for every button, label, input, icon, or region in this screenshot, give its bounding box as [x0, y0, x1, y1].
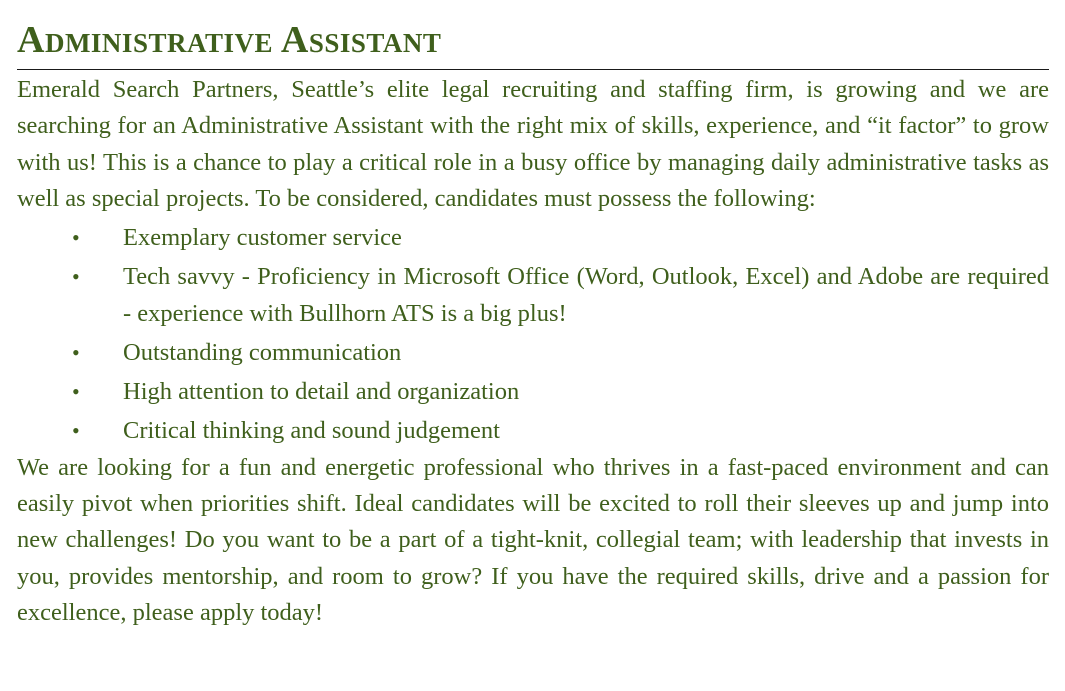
requirement-text: High attention to detail and organization: [123, 378, 520, 406]
bullet-icon: •: [72, 379, 80, 405]
closing-paragraph: We are looking for a fun and energetic professional who thrives in a fast-paced environment and can easily pivot when priorities shift. Ideal candidates will be excited to roll their sleeves up and jump into new challenges! Do you want to be a part of a tight-knit, collegial team; with leadership that invests in you, provides mentorship, and room to grow? If you have the required skills, drive and a passion for excellence, please apply today!: [17, 453, 1049, 626]
list-item: [17, 219, 1049, 257]
requirements-list: [17, 219, 1049, 450]
bullet-icon: •: [72, 418, 80, 444]
bullet-icon: •: [72, 263, 80, 289]
requirement-text: Critical thinking and sound judgement: [123, 417, 500, 445]
requirement-text: Outstanding communication: [123, 339, 402, 367]
requirement-text: Tech savvy - Proficiency in Microsoft Office (Word, Outlook, Excel) and Adobe are required - experience with Bullhorn ATS is a big plus!: [123, 262, 1049, 328]
page-title: Administrative Assistant: [17, 19, 442, 61]
list-item: [17, 258, 1049, 333]
title-divider: [17, 69, 1049, 70]
intro-paragraph: Emerald Search Partners, Seattle’s elite legal recruiting and staffing firm, is growing and we are searching for an Administrative Assistant with the right mix of skills, experience, and “it factor” to grow with us! This is a chance to play a critical role in a busy office by managing daily administrative tasks as well as special projects. To be considered, candidates must possess the following:: [17, 76, 1049, 212]
bullet-icon: •: [72, 224, 80, 250]
job-posting: [17, 14, 1049, 631]
requirement-text: Exemplary customer service: [123, 223, 402, 251]
list-item: [17, 373, 1049, 411]
list-item: [17, 334, 1049, 372]
list-item: [17, 412, 1049, 450]
bullet-icon: •: [72, 340, 80, 366]
